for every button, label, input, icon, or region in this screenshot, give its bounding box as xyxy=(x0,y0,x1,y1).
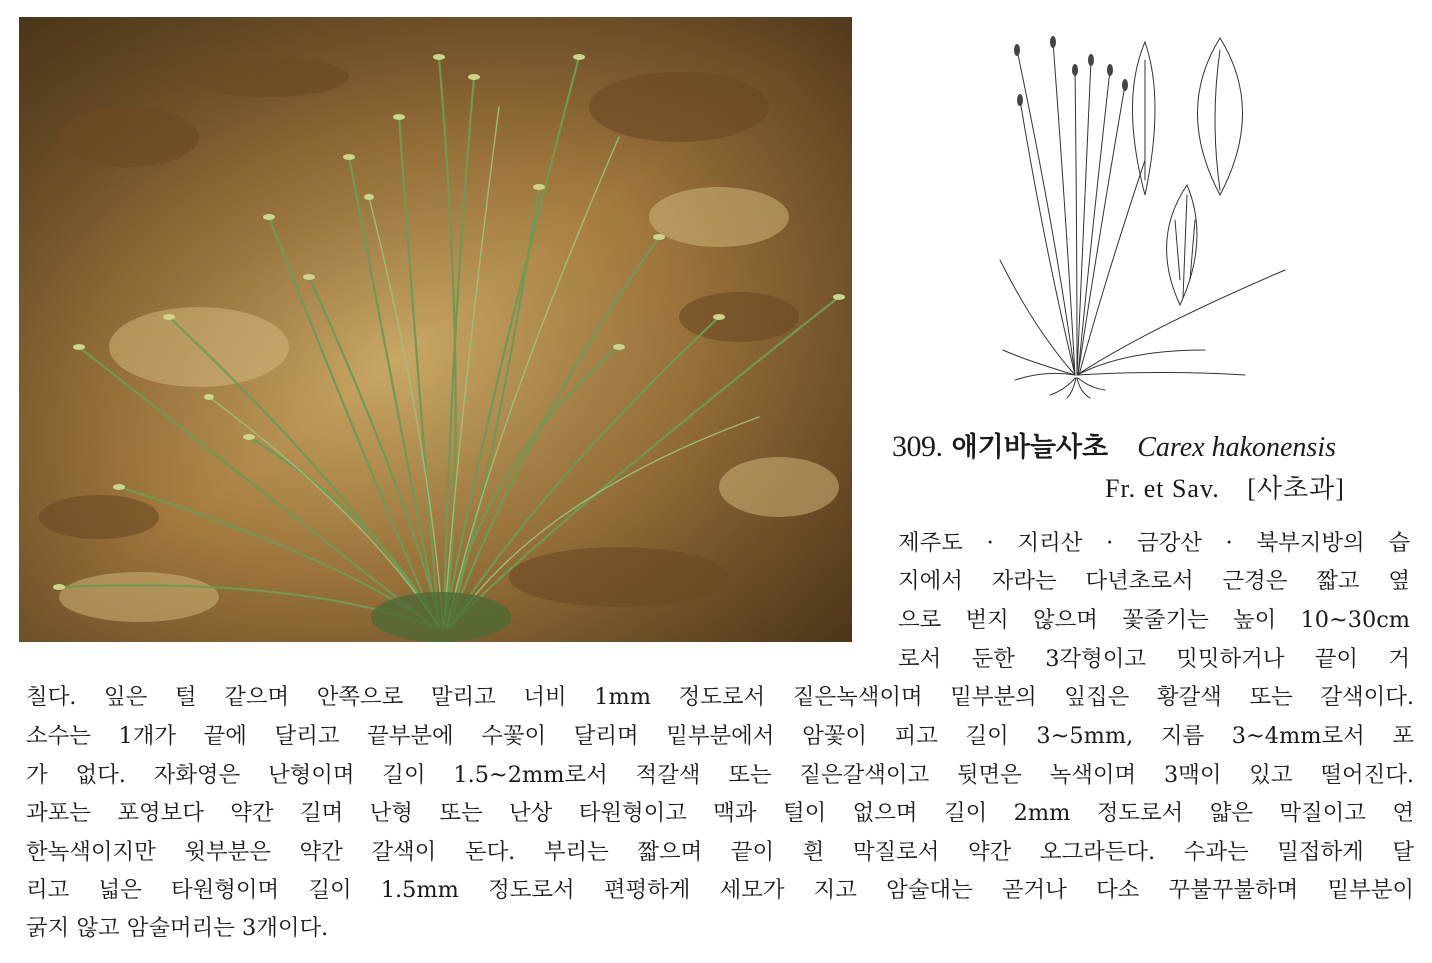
description-line: 소수는 1개가 끝에 달리고 끝부분에 수꽃이 달리며 밑부분에서 암꽃이 피고 길이 3~5mm, 지름 3~4mm로서 포 xyxy=(26,723,1414,749)
botanical-line-drawing xyxy=(995,30,1295,400)
author-sav: Sav. xyxy=(1171,474,1220,503)
author-et: et xyxy=(1143,474,1165,503)
plant-photo-illustration xyxy=(19,17,852,642)
scientific-name: Carex hakonensis xyxy=(1137,432,1337,463)
description-line: 리고 넓은 타원형이며 길이 1.5mm 정도로서 편평하게 세모가 지고 암술대는 곧거나 다소 꾸불꾸불하며 밑부분이 xyxy=(26,877,1414,903)
species-title xyxy=(892,425,1402,465)
description-line: 과포는 포영보다 약간 길며 난형 또는 난상 타원형이고 맥과 털이 없으며 길이 2mm 정도로서 얇은 막질이고 연 xyxy=(26,800,1414,826)
species-number: 309. xyxy=(892,430,943,463)
description-line: 제주도 · 지리산 · 금강산 · 북부지방의 습 xyxy=(898,530,1410,556)
description-line: 굵지 않고 암술머리는 3개이다. xyxy=(26,915,329,941)
description-line: 칠다. 잎은 털 같으며 안쪽으로 말리고 너비 1mm 정도로서 짙은녹색이며 밑부분의 잎집은 황갈색 또는 갈색이다. xyxy=(26,684,1414,710)
description-line: 으로 벋지 않으며 꽃줄기는 높이 10~30cm xyxy=(898,607,1410,633)
author-and-family xyxy=(1105,468,1405,504)
korean-name: 애기바늘사초 xyxy=(951,432,1109,463)
description-line: 로서 둔한 3각형이고 밋밋하거나 끝이 거 xyxy=(898,646,1410,672)
line-drawing-illustration xyxy=(995,30,1295,400)
plant-photo xyxy=(19,17,852,642)
description-line: 가 없다. 자화영은 난형이며 길이 1.5~2mm로서 적갈색 또는 짙은갈색이고 뒷면은 녹색이며 3맥이 있고 떨어진다. xyxy=(26,762,1414,788)
author-fr: Fr. xyxy=(1105,474,1137,503)
description-line: 지에서 자라는 다년초로서 근경은 짧고 옆 xyxy=(898,568,1410,594)
family-name: [사초과] xyxy=(1247,474,1345,503)
description-line: 한녹색이지만 윗부분은 약간 갈색이 돈다. 부리는 짧으며 끝이 흰 막질로서 약간 오그라든다. 수과는 밀접하게 달 xyxy=(26,839,1414,865)
